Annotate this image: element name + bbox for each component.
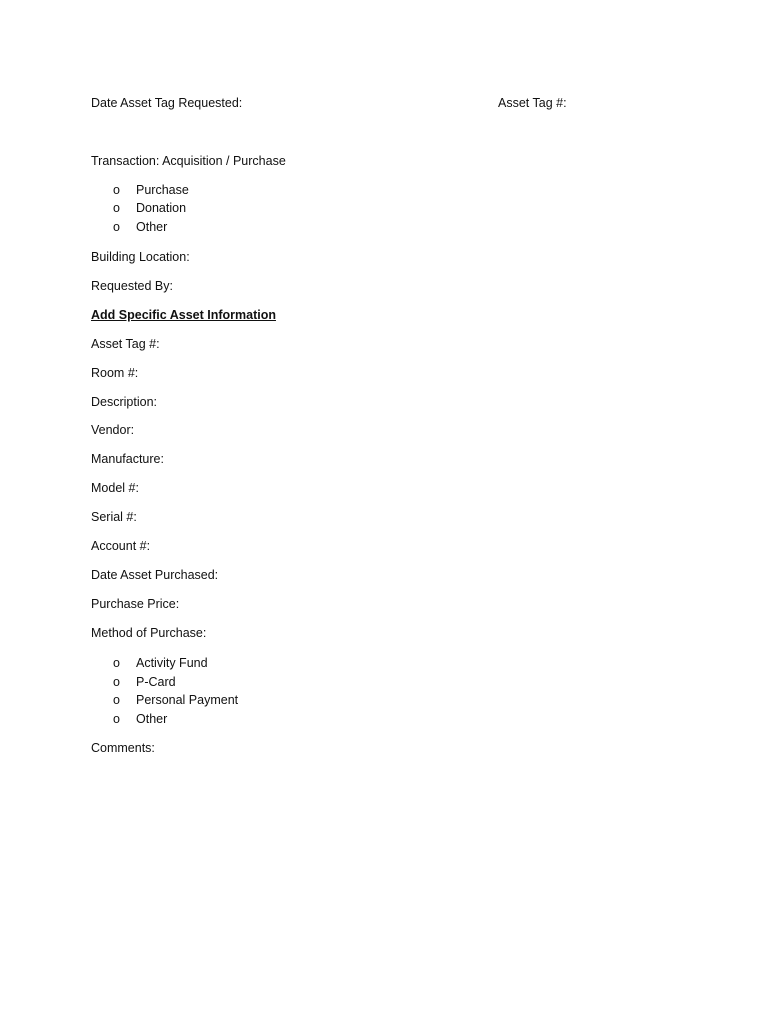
field-asset-tag-number: Asset Tag #:: [91, 337, 160, 351]
field-room-number: Room #:: [91, 366, 139, 380]
transaction-option-other: [113, 220, 167, 234]
option-label: Purchase: [136, 183, 189, 197]
field-description: Description:: [91, 395, 157, 409]
date-asset-tag-requested-label: Date Asset Tag Requested:: [91, 96, 243, 110]
option-label: Other: [136, 220, 168, 234]
option-label: Donation: [136, 201, 187, 215]
transaction-label: Transaction: Acquisition / Purchase: [91, 154, 286, 168]
bullet-icon: o: [113, 675, 120, 689]
field-manufacture: Manufacture:: [91, 452, 164, 466]
option-label: Personal Payment: [136, 693, 239, 707]
field-method-of-purchase: Method of Purchase:: [91, 626, 207, 640]
asset-tag-number-header-label: Asset Tag #:: [498, 96, 567, 110]
building-location-label: Building Location:: [91, 250, 190, 264]
bullet-icon: o: [113, 183, 120, 197]
requested-by-label: Requested By:: [91, 279, 173, 293]
field-vendor: Vendor:: [91, 423, 135, 437]
method-option-other: [113, 712, 167, 726]
bullet-icon: o: [113, 220, 120, 234]
field-date-asset-purchased: Date Asset Purchased:: [91, 568, 219, 582]
field-purchase-price: Purchase Price:: [91, 597, 180, 611]
section-heading: Add Specific Asset Information: [91, 308, 276, 322]
option-label: Activity Fund: [136, 656, 208, 670]
method-option-p-card: [113, 675, 176, 689]
method-option-personal-payment: [113, 693, 238, 707]
bullet-icon: o: [113, 656, 120, 670]
comments-label: Comments:: [91, 741, 155, 755]
field-model-number: Model #:: [91, 481, 139, 495]
option-label: Other: [136, 712, 168, 726]
transaction-option-donation: [113, 201, 186, 215]
bullet-icon: o: [113, 712, 120, 726]
option-label: P-Card: [136, 675, 176, 689]
bullet-icon: o: [113, 201, 120, 215]
method-option-activity-fund: [113, 656, 208, 670]
field-account-number: Account #:: [91, 539, 151, 553]
bullet-icon: o: [113, 693, 120, 707]
transaction-option-purchase: [113, 183, 189, 197]
field-serial-number: Serial #:: [91, 510, 137, 524]
